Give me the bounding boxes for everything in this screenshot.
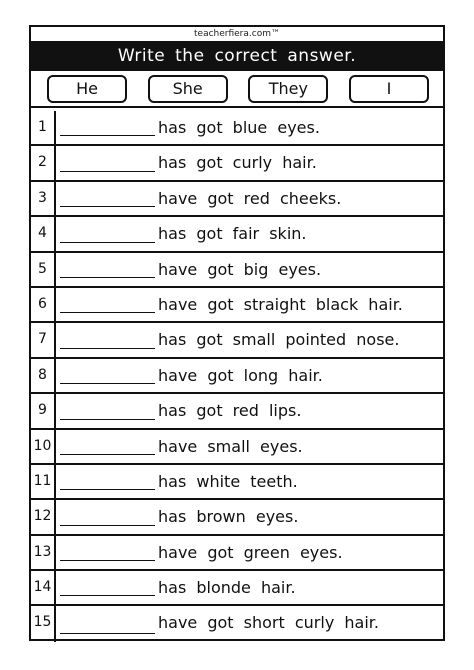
- question-row: [31, 500, 443, 535]
- question-number: 7: [31, 323, 56, 356]
- question-row: [31, 111, 443, 146]
- worksheet-title: Write the correct answer.: [31, 42, 443, 71]
- question-sentence: have small eyes.: [158, 436, 303, 456]
- question-number: 9: [31, 394, 56, 427]
- answer-blank[interactable]: [60, 430, 155, 455]
- word-option-they[interactable]: They: [248, 75, 328, 103]
- answer-blank[interactable]: [60, 359, 155, 384]
- answer-blank[interactable]: [60, 217, 155, 242]
- word-option-he[interactable]: He: [47, 75, 127, 103]
- question-sentence: have got big eyes.: [158, 259, 322, 279]
- question-row: [31, 217, 443, 252]
- question-number: 4: [31, 217, 56, 250]
- answer-blank[interactable]: [60, 323, 155, 348]
- question-sentence: has blonde hair.: [158, 578, 296, 598]
- question-sentence: has got small pointed nose.: [158, 330, 400, 350]
- question-number: 5: [31, 253, 56, 286]
- question-sentence: has got red lips.: [158, 401, 302, 421]
- question-sentence: have got straight black hair.: [158, 294, 403, 314]
- question-number: 14: [31, 571, 56, 604]
- question-row: [31, 182, 443, 217]
- question-sentence: have got red cheeks.: [158, 188, 342, 208]
- question-sentence: have got green eyes.: [158, 542, 343, 562]
- answer-blank[interactable]: [60, 500, 155, 525]
- word-option-she[interactable]: She: [148, 75, 228, 103]
- word-option-i[interactable]: I: [349, 75, 429, 103]
- question-list: [31, 111, 443, 639]
- question-number: 1: [31, 111, 56, 144]
- question-sentence: have got short curly hair.: [158, 613, 379, 633]
- question-row: [31, 571, 443, 606]
- question-number: 2: [31, 146, 56, 179]
- question-row: [31, 536, 443, 571]
- question-sentence: has white teeth.: [158, 471, 298, 491]
- answer-blank[interactable]: [60, 182, 155, 207]
- answer-blank[interactable]: [60, 146, 155, 171]
- word-bank: [31, 71, 443, 108]
- answer-blank[interactable]: [60, 571, 155, 596]
- answer-blank[interactable]: [60, 606, 155, 633]
- question-row: [31, 253, 443, 288]
- question-row: [31, 146, 443, 181]
- question-row: [31, 394, 443, 429]
- question-row: [31, 359, 443, 394]
- question-row: [31, 323, 443, 358]
- question-sentence: have got long hair.: [158, 365, 323, 385]
- answer-blank[interactable]: [60, 465, 155, 490]
- question-number: 12: [31, 500, 56, 533]
- question-number: 8: [31, 359, 56, 392]
- question-number: 6: [31, 288, 56, 321]
- question-sentence: has brown eyes.: [158, 507, 299, 527]
- question-row: [31, 288, 443, 323]
- question-row: [31, 606, 443, 641]
- question-sentence: has got fair skin.: [158, 224, 307, 244]
- question-sentence: has got curly hair.: [158, 153, 317, 173]
- brand-label: teacherfiera.com™: [31, 27, 443, 42]
- question-number: 15: [31, 606, 56, 641]
- question-row: [31, 430, 443, 465]
- answer-blank[interactable]: [60, 111, 155, 136]
- question-sentence: has got blue eyes.: [158, 118, 320, 137]
- question-number: 10: [31, 430, 56, 463]
- question-number: 3: [31, 182, 56, 215]
- answer-blank[interactable]: [60, 288, 155, 313]
- question-number: 11: [31, 465, 56, 498]
- answer-blank[interactable]: [60, 253, 155, 278]
- question-number: 13: [31, 536, 56, 569]
- answer-blank[interactable]: [60, 394, 155, 419]
- answer-blank[interactable]: [60, 536, 155, 561]
- question-row: [31, 465, 443, 500]
- worksheet: [29, 25, 445, 641]
